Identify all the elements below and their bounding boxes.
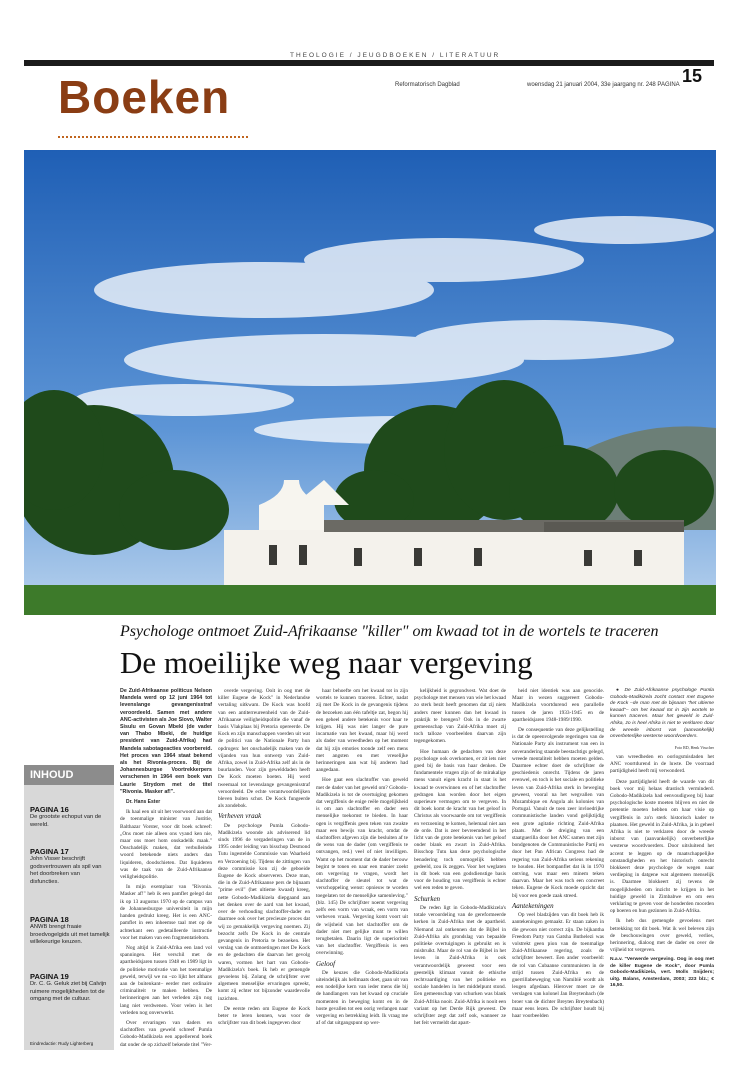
- paragraph: Hoe gaat een slachtoffer van geweld met de dader van het geweld om? Gobodo-Madikizela is tot de overtuiging gekomen dat vergiffenis de enige reële mogelijkheid is om aan slachtoffer en dader een menselijke toekomst te bieden. In haar ogen is vergiffenis geen teken van zwakte maar een bewijs van kracht, omdat de slachtoffers afgeven zijn die besluiten af te de wens van de dader (om vergiffenis te ontvangen, red.) veel of niet inwilligen. Wamt op het moment dat de dader berouw begint te tonen en naar een manier zoekt om vergeving te vragen, wordt het slachtoffer de sleutel tot wat de verschoppeling wenst: opnieuw te worden toegelaten tot de menselijke samenleving." (blz. 145) De schrijfster noemt vergeving zelfs een vorm van wraak, een vorm van verheven vraak. Vergeving komt voort uit de wijsheid van het slachtoffer om de dader niet met gelijke munt te willen terugbetalen. Daarin ligt de superioriteit van het slachtoffer. Vergiffenis is een overwinning.: [316, 777, 408, 957]
- inhoud-item[interactable]: [30, 847, 110, 886]
- inhoud-credit: Eindredactie: Rudy Lighterberg: [30, 1041, 94, 1046]
- inhoud-title: INHOUD: [24, 765, 114, 785]
- paragraph: De psychologe Pumla Gobodo-Madikizela woonde als adviserend lid sinds 1996 de vergaderingen van de in 1995 onder leiding van bisschop Desmond Tutu ingestelde Commissie van Waarheid en Verzoening bij. Tijdens de zittingen van deze commissie kon zij de geboeide Eugene de Kock observeren. Deze man, die in de Zuid-Afrikaanse pers de bijnaam "prime evil" (het ultieme kwaad) kreeg, nette Gobodo-Madikizela diepgaand aan het denken over de aard van het kwaad, over de verhouding slachtoffer-dader en daarmee ook over het precieuze proces dat wij zo gemakkelijk vergeving noemen. Zij bezocht zelfs De Kock in de centrale gevangenis in Pretoria te bezoeken. Het verslag van de ontmoetingen met De Kock en de gedachten die daarvan het gevolg waren, vormen het hart van Gobodo-Madikizela's boek. Ik heb er gemengde gevoelens bij. Zolang de schrijfster over algemeen menselijke ervaringen spreekt, komt zij echter tot bijzonder waardevolle inzichten.: [218, 822, 310, 1002]
- issue-date: woensdag 21 januari 2004, 33e jaargang nr. 248 PAGINA: [527, 82, 680, 88]
- lawn: [24, 585, 716, 615]
- inhoud-page: PAGINA 16: [30, 805, 69, 814]
- article-column-3: [316, 688, 408, 1030]
- article-subhead: Psychologe ontmoet Zuid-Afrikaanse "killer" om kwaad tot in de wortels te traceren: [120, 623, 659, 640]
- paragraph: haar behoefte om het kwaad tot in zijn wortels te kunnen traceren. Echter, nadat zij met De Kock in de gevangenis tijdens de bezoeken aan één tafeltje zat, begon hij een geheel andere betekenis voor haar te krijgen. Hij was niet langer de pure incarnatie van het kwaad, maar hij werd als dader van wreedheden op het moment dat hij zijn emoties toonde zelf een mens met angsten en met vreselijke herinneringen aan wat hij anderen had aangedaan.: [316, 688, 408, 774]
- article-column-6: [610, 688, 714, 993]
- paragraph: De eerste reden om Eugene de Kock beter te leren kennen, was voor de schrijfster van dit boek ingegeven door: [218, 1005, 310, 1027]
- inhoud-item[interactable]: [30, 972, 110, 1004]
- byline: Dr. Hans Ester: [126, 799, 161, 806]
- paragraph: De consequentie van deze gelijkstelling is dat de opeenvolgende regeringen van de Nationale Party als instrument van een in onverandering staande beestachtigs gelegd, wreede mentaliteit hebben moeten gelden. Daarmee echter doet de schrijfster de geschiedenis onrecht. Tijdens de jaren evenwel, en toch is het sociale en politieke leven van Zuid-Afrika sterk in beweging geweest, vooral na het wegvallen van Mozambique en Angola als kolonies van Portugal. Vanuit de toen zeer invloedrijke communistische landen vond gelijktijdig een grote agitatie richting Zuid-Afrika plaats. Met de dreiging van een staatguerilla door het ANC samen met zijn bondgenoten de Communistische Partij en door het Pan African Congress had de regering van Zuid-Afrika serieus rekening te houden. Het bompanflet dat ik in 1970 ontving, was maar een minem teken daarvan. Maar het was toch een concreet teken. Eugene de Kock moede opzicht dat bij voor een goede zaak streed.: [512, 727, 604, 899]
- section-kicker: THEOLOGIE / JEUGDBOEKEN / LITERATUUR: [290, 52, 501, 59]
- caption-text: De Zuid-Afrikaanse psychologe Pumla Gobodo-Madikizela zocht contact met Eugene de Kock –de man met de bijnaam "het ultieme kwaad"– om het kwaad tot in zijn wortels te kunnen traceren. Maar het geweld in Zuid-Afrika, zo is heel Afrika is niet te verklaren door de wreede inborst van (aanvankelijk) onverbeterlijke westerse woordvoerders.: [610, 688, 714, 740]
- paragraph: overde vergeving. Ooit in oog met de killer Eugene de Kock" in Nederlandse vertaling uitkwam. De Kock was hoofd van een antiterreureenheid van de Zuid-Afrikaanse veiligheidspolitie die vanaf de basis Vlakplaas bij Pretoria opereerde. De Kock en zijn manschappen voerden uit wat de politici van de Nationale Party hun opdrogen: het onschadelijk maken van de vijanden van hun ontwerp van Zuid-Afrika, zowel in Zuid-Afrika zelf als in de buurlanden. Voor zijn gewelddaden heeft De Kock moeten boeten. Hij werd tweemaal tot levenslange gevangenisstraf veroordeeld. De echte verantwoordelijken bleven buiten schot. De Kock fungeerde als zondebok.: [218, 688, 310, 810]
- section-subheading: Aantekeningen: [512, 901, 554, 910]
- paragraph: Over ervaringen van daders en slachtoffers van geweld schreef Pumla Gobodo-Madikizela een appellerend boek dat onder de op zichzelf bekende titel "Ver-: [120, 1019, 212, 1048]
- inhoud-text: Dr. C. G. Geluk ziet bij Calvijn ruimere mogelijkheden tot de omgang met de cultuur.: [30, 981, 107, 1002]
- paragraph: Deze partijdigheid heeft de waarde van dit boek voor mij helaas drastisch verminderd. Gobodo-Madikizela had eenvoudigweg bij haar psychologische koste moeten blijven en niet de pretentie moeten hebben om haar visie op vergiffenis in zo'n sterk historisch kader te plaatsen. Het geweld in Zuid-Afrika, ja in geheel Afrika is niet te verklaren door de wreede inborst van (aanvankelijk) onverbeterlijke westerse woordvoerders. Door uitsluitend het accent te leggen op de maatschappelijke omstandigheden en het historisch onrecht blokkeert deze psychologe de wegen naar verdieping in datgene wat algemeen menselijk is. Daarmee blokkeert zij tevens de mogelijkheden om inzicht te krijgen in het huidige geweld in Zimbabwe en om een verklaring te geven voor de honderden moorden op boeren en hun gezinnen in Zuid-Afrika.: [610, 778, 714, 915]
- paragraph: Ik haal een uit uit het voorwoord aan dat de toenmalige minister van Justitie, Balthazar Vorster, voor dit boek schreef: „Ons moet nie alleen ons vyand ken nie, maar ons moet hom onskadelik maak." Onschadelijk maken, dat verbulleinde woord betekende niets anders dan liquideren, doodschieten. Dat liquideren was de taak van de Zuid-Afrikaanse veiligheidspolitie.: [120, 809, 212, 881]
- inhoud-item[interactable]: [30, 915, 110, 947]
- inhoud-sidebar: [24, 765, 114, 1050]
- paragraph: van wreedheden en oorlogsmisdaden het ANC voortdurend in de luwte. De voorraad partijdigheid heeft mij verwonderd.: [610, 753, 714, 775]
- newspaper-name: Reformatorisch Dagblad: [395, 82, 460, 88]
- paragraph: In mijn exemplaar van "Rivonia. Masker af!" heb ik een pamflet gelegd dat ik op 13 augustus 1970 op de campus van de Johannesburgse universiteit in mijn handen gedrukt kreeg. Het is een ANC-pamflet in een inheemse taal met op de achterkant een gedetailleerde instructie voor het maken van een fragmentatiebom.: [120, 884, 212, 941]
- book-credits: N.a.v. "Verwerde vergeving. Oog in oog met de killer Eugene de Kock", door Pumla Gobodo-Madikizela, vert. Molls Snijders; uitg. Balans, Amsterdam, 2003; 223 blz.; € 16,50.: [610, 957, 714, 989]
- paragraph: De keuzes die Gobodo-Madikizela uiteindelijk als hellmaats doet, gaan uit van een nodelijke kern van ieder mens die bij de handlangers van het kwaad op cruciale momenten in beweging komt en in de hoste gevallen tot een oorig verlangen naar vergeving en betrekking leidt. Ik vraag me af of dat uitgangspunt op wer-: [316, 969, 408, 1027]
- section-subheading: Schurken: [414, 894, 441, 903]
- paragraph: kelijkheid is gegrondvest. Wat doet de psychologe met mensen van wie het kwaad zo sterk bezit heeft genomen dat zij niets anders meer kunnen dan het kwaad in praktijk te brengen? Ook in de zwarte gemeenschap van Zuid-Afrika moet zij toch talloze voorbeelden daarvan zijn tegengekomen.: [414, 688, 506, 745]
- article-column-4: [414, 688, 506, 1030]
- section-masthead: Boeken: [58, 71, 231, 123]
- photo-credit: Foto RD, Henk Visscher: [674, 744, 714, 750]
- paragraph: Hoe humaan de gedachten van deze psychologe ook overkomen, er zit iets niet goed bij de basis van haar denken. De fundamentele vragen zijn of de mirakalige mens vanuit eigen kracht in staat is het kwaad te overwinnen en of het slachtoffer gedragen kan worden door het eigen superieure vermogen om te vergeven. In dit boek komt de kracht van het geloof in Christus als voorwaarde om tot vergiffenis en verzoening te komen, helemaal niet aan de orde. Dat is zeer bevreemdend in het licht van de grote betekenis van het geloof onder blank en zwart in Zuid-Afrika. Bisschop Tutu kan deze psychologische benadering toch onmogelijk hebben gedeeld, zou ik zeggen. Voor het weglaten in dit boek van een godsdienstige basis voor de houding van vergiffenis is echter wel een reden te geven.: [414, 748, 506, 892]
- inhoud-page: PAGINA 19: [30, 972, 69, 981]
- caption-bullet-icon: ●: [616, 688, 625, 693]
- article-headline: De moeilijke weg naar vergeving: [120, 645, 533, 680]
- section-subheading: Verheven vraak: [218, 812, 262, 821]
- paragraph: Nog altijd is Zuid-Afrika een land vol spanningen. Het verschil met de apartheidsjaren tussen 1948 en 1989 ligt in de politieke motivatie van het toenmalige geweld, terwijl we nu –zo lijkt het althans aan de buitenkant– eerder met ordinaire criminaliteit te maken hebben. De herinneringen aan het verleden zijn nog lang niet verdwenen. Voor velen is het verleden nog onverwerkt.: [120, 944, 212, 1016]
- paragraph: De reden ligt in Gobodo-Madikizela's totale veroordeling van de gereformeerde kerken in Zuid-Afrika met de apartheid. Niemand zal ontkennen dat de Bijbel in Zuid-Afrika als grondslag van bepaalde politieke overtuigingen is gebruikt en is misbruikt. Maar de rol van de Bijbel in het leven in Zuid-Afrika is ook verantwoordelijk geweest voor een geestelijk klimaat vanuit de ethische rechtvaardiging van het politieke en sociale handelen in het middelpunt stond. Een gemeenschap van schurken was blank Zuid-Afrika nooit. Zuid-Afrika is nooit een variant op het Derde Rijk geweest. De schrijfster zegt dat zelf ook, wanneer ze het feit vermeldt dat apart-: [414, 904, 506, 1027]
- article-column-2: [218, 688, 310, 1030]
- paragraph: heid niet identiek was aan genocide. Maar in wezen suggereert Gobodo-Madikizela voortdurend een parallelle tussen de jaren 1933-1945 en de apartheidsjaren 1948-1989/1990.: [512, 688, 604, 723]
- paragraph: Ik heb dus gemengde gevoelens met betrekking tot dit boek. Wat ik wel beleven zijn de beschouwingen over geweld, verlies, herinnering, dialoog met de dader en over de vrijheid tot vergeven.: [610, 918, 714, 954]
- inhoud-text: ANWB brengt fraaie broedvogelgids uit met tamelijk willekeurige keuzen.: [30, 924, 110, 945]
- paragraph: Op veel bladzijden van dit boek heb ik aantekeningen gemaakt. Er staan zaken in die gewoon niet correct zijn. De bijkantha Freedom Party van Gatsha Buthelezi was volstrekt geen pion van de toenmalige Zuid-Afrikaanse regering, zoals de schrijfster beweert. Een ander voorbeeld: de rol van Cubaanse communisten in de strijd tussen Zuid-Afrika en de guerrillabeweging van Namibië wordt als leugen afgedaan. Hierover moet ze de verslagen van kolonel Jan Breytenbach (de broer van de dichter Breyten Breytenbach) maar eens lezen. De schrijfster houdt bij haar voorbeelden: [512, 912, 604, 1019]
- dotted-divider: [58, 136, 248, 138]
- inhoud-text: De grootste echoput van de wereld.: [30, 814, 102, 828]
- section-subheading: Geloof: [316, 959, 336, 968]
- inhoud-text: John Visser beschrijft godsvertrouwen als spil van het doorbreken van disfuncties.: [30, 856, 102, 885]
- inhoud-page: PAGINA 17: [30, 847, 69, 856]
- photo-caption: [610, 688, 714, 741]
- page-number: 15: [682, 66, 703, 86]
- header-rule: [24, 60, 714, 66]
- article-column-1: [120, 688, 212, 1052]
- inhoud-page: PAGINA 18: [30, 915, 69, 924]
- article-column-5: [512, 688, 604, 1023]
- article-photo: [24, 150, 716, 615]
- inhoud-item[interactable]: [30, 805, 110, 829]
- article-intro: De Zuid-Afrikaanse politicus Nelson Mandela werd op 12 juni 1964 tot levenslange gevangenisstraf veroordeeld. Samen met andere ANC-activisten als Joe Slovo, Walter Sisulu en Govan Mbeki (de vader van Thabo Mbeki, de huidige president van Zuid-Afrika) had Mandela sabotageacties voorbereid. Het proces van 1964 staat bekend als het Rivonia-proces. Bij de Johannesburgse Voortrekkerpers verschenen in 1964 een boek van Laurie Strydom met de titel "Rivonia. Masker af!".: [120, 688, 212, 795]
